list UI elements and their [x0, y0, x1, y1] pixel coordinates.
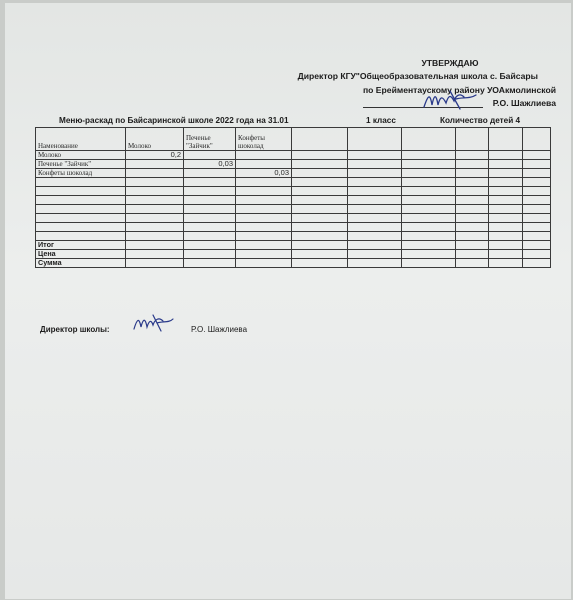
row-label: Печенье "Зайчик": [36, 160, 126, 169]
row-label: [36, 232, 126, 241]
table-cell: [489, 214, 523, 223]
table-cell: [184, 223, 236, 232]
table-cell: [126, 232, 184, 241]
table-cell: [184, 250, 236, 259]
column-header: Молоко: [126, 128, 184, 151]
table-cell: 0,2: [126, 151, 184, 160]
table-cell: [523, 196, 551, 205]
table-cell: [126, 187, 184, 196]
table-cell: [456, 160, 489, 169]
table-cell: [292, 187, 348, 196]
column-header: [489, 128, 523, 151]
table-cell: [184, 232, 236, 241]
table-cell: [236, 160, 292, 169]
table-cell: [523, 250, 551, 259]
table-cell: [292, 232, 348, 241]
table-row: [36, 169, 551, 178]
table-row: [36, 196, 551, 205]
table-cell: [402, 178, 456, 187]
table-cell: [348, 151, 402, 160]
table-cell: [292, 259, 348, 268]
table-cell: [126, 241, 184, 250]
column-header: [456, 128, 489, 151]
row-label: [36, 187, 126, 196]
table-cell: [456, 259, 489, 268]
table-cell: [292, 178, 348, 187]
table-row: [36, 205, 551, 214]
approval-line-2: по Ерейментаускому району УОАкмолинской: [362, 85, 556, 95]
table-cell: [236, 178, 292, 187]
table-cell: [236, 241, 292, 250]
column-header: [402, 128, 456, 151]
table-row: [36, 214, 551, 223]
table-cell: [348, 178, 402, 187]
table-cell: [523, 241, 551, 250]
table-cell: [456, 241, 489, 250]
footer-signature-image: [131, 313, 175, 335]
table-cell: [402, 241, 456, 250]
table-cell: [402, 187, 456, 196]
table-cell: [456, 187, 489, 196]
table-cell: [523, 187, 551, 196]
row-label: Молоко: [36, 151, 126, 160]
table-cell: [489, 196, 523, 205]
table-cell: [126, 160, 184, 169]
table-cell: [348, 232, 402, 241]
table-cell: [348, 196, 402, 205]
table-cell: [184, 178, 236, 187]
table-cell: [402, 160, 456, 169]
table-cell: [402, 205, 456, 214]
table-cell: [402, 259, 456, 268]
table-row: [36, 232, 551, 241]
table-row: [36, 187, 551, 196]
table-cell: [348, 205, 402, 214]
table-row-sum: [36, 259, 551, 268]
table-cell: [236, 187, 292, 196]
table-cell: [126, 250, 184, 259]
table-cell: [348, 160, 402, 169]
table-cell: [126, 205, 184, 214]
table-cell: [292, 241, 348, 250]
table-cell: [523, 205, 551, 214]
table-row: [36, 223, 551, 232]
table-cell: [184, 187, 236, 196]
table-header-row: [36, 128, 551, 151]
director-signature-image: [420, 87, 480, 113]
table-cell: 0,03: [236, 169, 292, 178]
table-cell: [402, 151, 456, 160]
row-label-sum: Сумма: [36, 259, 126, 268]
column-header: [348, 128, 402, 151]
table-cell: [523, 232, 551, 241]
table-cell: [236, 151, 292, 160]
table-cell: [236, 232, 292, 241]
table-cell: [402, 196, 456, 205]
table-row-price: [36, 250, 551, 259]
table-cell: [184, 151, 236, 160]
row-label: [36, 178, 126, 187]
table-cell: [523, 151, 551, 160]
row-label: [36, 196, 126, 205]
column-header: Печенье "Зайчик": [184, 128, 236, 151]
table-cell: [489, 178, 523, 187]
row-label: [36, 214, 126, 223]
class-label: 1 класс: [366, 116, 396, 125]
table-row: [36, 178, 551, 187]
table-cell: [523, 178, 551, 187]
column-header: [523, 128, 551, 151]
director-name: Р.О. Шажлиева: [191, 325, 248, 334]
table-cell: [489, 232, 523, 241]
table-cell: [402, 232, 456, 241]
table-row-total: [36, 241, 551, 250]
table-cell: [292, 250, 348, 259]
table-cell: [236, 214, 292, 223]
table-cell: [489, 160, 523, 169]
table-cell: [402, 214, 456, 223]
approval-line-1: Директор КГУ"Общеобразовательная школа с. Байсары: [297, 71, 538, 81]
table-cell: [348, 214, 402, 223]
row-label: [36, 205, 126, 214]
table-row: [36, 151, 551, 160]
table-row: [36, 160, 551, 169]
table-cell: [236, 223, 292, 232]
table-cell: [184, 169, 236, 178]
table-cell: [348, 241, 402, 250]
table-cell: [523, 259, 551, 268]
table-cell: [348, 259, 402, 268]
table-cell: [184, 259, 236, 268]
column-header: Конфеты шоколад: [236, 128, 292, 151]
table-cell: [126, 178, 184, 187]
table-cell: [456, 169, 489, 178]
table-cell: [184, 241, 236, 250]
column-header: Наменование: [36, 128, 126, 151]
table-cell: [489, 151, 523, 160]
table-cell: 0,03: [184, 160, 236, 169]
table-cell: [402, 169, 456, 178]
table-cell: [184, 214, 236, 223]
table-cell: [489, 250, 523, 259]
approval-title: УТВЕРЖДАЮ: [421, 58, 479, 68]
menu-title: Меню-раскад по Байсаринской школе 2022 года на 31.01: [59, 116, 289, 125]
table-cell: [292, 160, 348, 169]
table-cell: [348, 187, 402, 196]
table-cell: [456, 214, 489, 223]
table-cell: [456, 250, 489, 259]
table-cell: [292, 214, 348, 223]
column-header: [292, 128, 348, 151]
table-cell: [348, 250, 402, 259]
table-cell: [489, 241, 523, 250]
table-cell: [523, 169, 551, 178]
table-cell: [523, 223, 551, 232]
table-cell: [489, 223, 523, 232]
table-cell: [348, 169, 402, 178]
table-cell: [236, 196, 292, 205]
menu-table: [35, 127, 551, 268]
table-cell: [489, 205, 523, 214]
table-cell: [236, 259, 292, 268]
children-count: Количество детей 4: [440, 116, 521, 125]
table-cell: [489, 259, 523, 268]
row-label: Конфеты шоколад: [36, 169, 126, 178]
table-cell: [523, 160, 551, 169]
row-label-price: Цена: [36, 250, 126, 259]
table-cell: [184, 205, 236, 214]
approval-line-3: Р.О. Шажлиева: [492, 98, 556, 108]
table-cell: [236, 205, 292, 214]
table-cell: [184, 196, 236, 205]
table-cell: [402, 223, 456, 232]
table-cell: [236, 250, 292, 259]
table-cell: [456, 196, 489, 205]
table-cell: [126, 169, 184, 178]
table-cell: [456, 223, 489, 232]
table-cell: [348, 223, 402, 232]
table-cell: [292, 205, 348, 214]
table-cell: [292, 169, 348, 178]
table-cell: [456, 205, 489, 214]
table-cell: [126, 196, 184, 205]
table-cell: [292, 223, 348, 232]
table-cell: [402, 250, 456, 259]
table-cell: [489, 187, 523, 196]
table-cell: [126, 259, 184, 268]
table-cell: [456, 151, 489, 160]
table-cell: [489, 169, 523, 178]
table-cell: [456, 178, 489, 187]
table-cell: [292, 196, 348, 205]
table-cell: [292, 151, 348, 160]
table-cell: [126, 223, 184, 232]
row-label: [36, 223, 126, 232]
table-cell: [456, 232, 489, 241]
document-sheet: [5, 3, 571, 599]
row-label-total: Итог: [36, 241, 126, 250]
table-cell: [523, 214, 551, 223]
director-label: Директор школы:: [40, 325, 110, 334]
table-cell: [126, 214, 184, 223]
